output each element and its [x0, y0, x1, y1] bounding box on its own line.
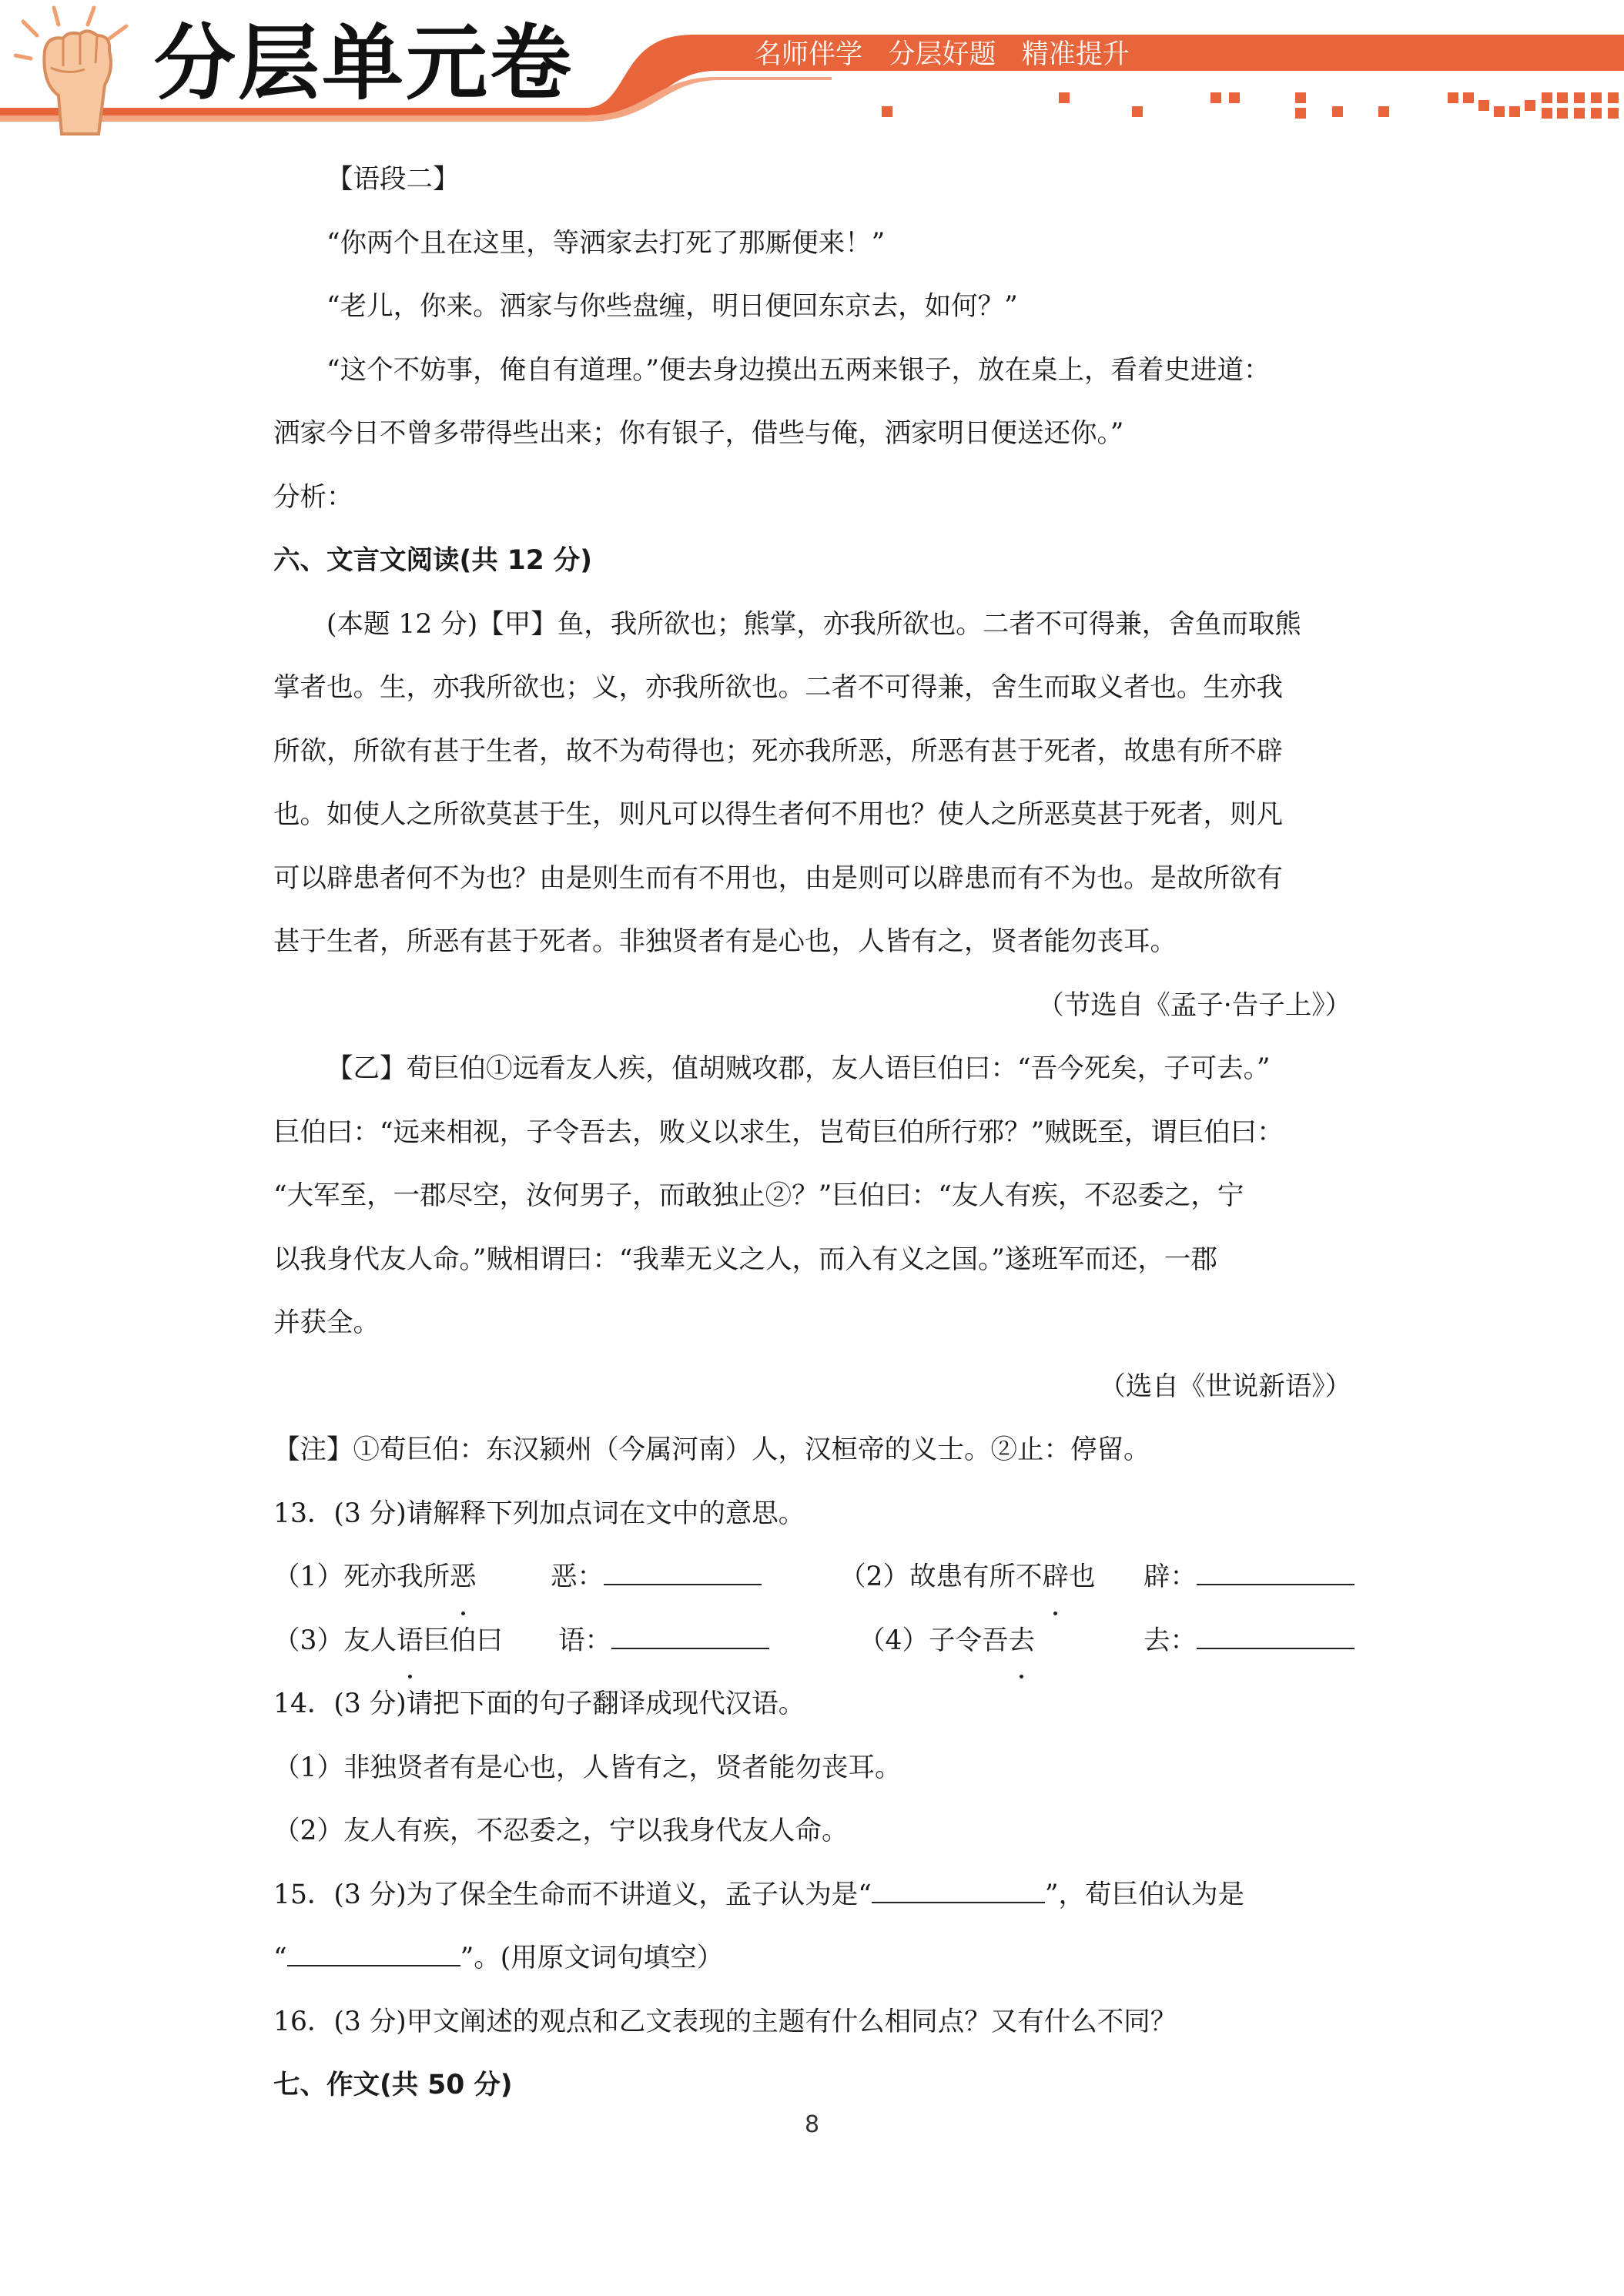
answer-blank[interactable] [604, 1556, 762, 1585]
question-16-stem: 16．(3 分)甲文阐述的观点和乙文表现的主题有什么相同点？又有什么不同？ [273, 2006, 1177, 2037]
page-content [273, 148, 1351, 2117]
analysis-label: 分析： [273, 481, 353, 513]
brand-slogan: 名师伴学 分层好题 精准提升 [755, 39, 1130, 70]
question-15-line: 15．(3 分)为了保全生命而不讲道义，孟子认为是“ ”，荀巨伯认为是 [273, 1863, 1351, 1927]
jia-line: (本题 12 分)【甲】鱼，我所欲也；熊掌，亦我所欲也。二者不可得兼，舍鱼而取熊 [326, 608, 1301, 640]
jia-line: 掌者也。生，亦我所欲也；义，亦我所欲也。二者不可得兼，舍生而取义者也。生亦我 [273, 672, 1283, 703]
answer-blank[interactable] [287, 1937, 460, 1966]
yi-line: 并获全。 [273, 1307, 380, 1338]
question-14-sentence: （1）非独贤者有是心也，人皆有之，贤者能勿丧耳。 [273, 1752, 902, 1783]
yi-line: 巨伯曰：“远来相视，子令吾去，败义以求生，岂荀巨伯所行邪？”贼既至，谓巨伯曰： [273, 1116, 1284, 1148]
question-13-row [273, 1545, 1351, 1609]
q13-key-2: 辟： [1143, 1545, 1354, 1609]
yi-line: “大军至，一郡尽空，汝何男子，而敢独止②？”巨伯曰：“友人有疾，不忍委之，宁 [273, 1180, 1244, 1211]
q13-item-4: （4）子令吾去 [859, 1609, 1035, 1673]
question-13-stem: 13．(3 分)请解释下列加点词在文中的意思。 [273, 1498, 805, 1529]
passage2-line: “这个不妨事，俺自有道理。”便去身边摸出五两来银子，放在桌上，看着史进道： [326, 354, 1271, 386]
section6-heading: 六、文言文阅读(共 12 分) [273, 545, 593, 576]
annotation-note: 【注】①荀巨伯：东汉颍州（今属河南）人，汉桓帝的义士。②止：停留。 [273, 1434, 1150, 1465]
passage2-line: “老儿，你来。洒家与你些盘缠，明日便回东京去，如何？” [326, 291, 1018, 322]
q13-key-1: 恶： [551, 1545, 762, 1609]
q13-item-2: （2）故患有所不辟也 [839, 1545, 1095, 1609]
answer-blank[interactable] [1197, 1620, 1354, 1649]
jia-line: 可以辟患者何不为也？由是则生而有不用也，由是则可以辟患而有不为也。是故所欲有 [273, 862, 1283, 894]
emphasis-dot: 恶 [450, 1545, 477, 1609]
q13-item-3: （3）友人语巨伯曰 [273, 1609, 503, 1673]
question-14-sentence: （2）友人有疾，不忍委之，宁以我身代友人命。 [273, 1816, 849, 1846]
section7-heading: 七、作文(共 50 分) [273, 2070, 513, 2100]
question-15-line: “ ”。(用原文词句填空） [273, 1926, 1351, 1990]
page-header [0, 0, 1624, 131]
emphasis-dot: 去 [1008, 1609, 1035, 1673]
question-13-row [273, 1609, 1351, 1673]
q13-key-4: 去： [1143, 1609, 1354, 1673]
yi-line: 以我身代友人命。”贼相谓曰：“我辈无义之人，而入有义之国。”遂班军而还，一郡 [273, 1243, 1217, 1275]
emphasis-dot: 辟 [1042, 1545, 1069, 1609]
passage2-line: “你两个且在这里，等洒家去打死了那厮便来！” [326, 227, 886, 259]
emphasis-dot: 语 [397, 1609, 424, 1673]
fist-icon [14, 5, 145, 136]
jia-line: 甚于生者，所恶有甚于死者。非独贤者有是心也，人皆有之，贤者能勿丧耳。 [273, 926, 1177, 957]
yi-line: 【乙】荀巨伯①远看友人疾，值胡贼攻郡，友人语巨伯曰：“吾今死矣，子可去。” [326, 1053, 1271, 1084]
passage2-line: 洒家今日不曾多带得些出来；你有银子，借些与俺，洒家明日便送还你。” [273, 418, 1124, 449]
q13-item-1: （1）死亦我所恶 [273, 1545, 476, 1609]
brand-title: 分层单元卷 [154, 16, 574, 111]
answer-blank[interactable] [872, 1874, 1045, 1903]
jia-line: 所欲，所欲有甚于生者，故不为苟得也；死亦我所恶，所恶有甚于死者，故患有所不辟 [273, 735, 1283, 767]
page-number: 8 [804, 2111, 820, 2138]
q13-key-3: 语： [558, 1609, 769, 1673]
answer-blank[interactable] [1197, 1556, 1354, 1585]
passage2-heading: 【语段二】 [326, 164, 460, 195]
yi-source: （选自《世说新语》） [1099, 1371, 1351, 1402]
answer-blank[interactable] [611, 1620, 769, 1649]
jia-source: （节选自《孟子·告子上》） [1037, 989, 1351, 1021]
question-14-stem: 14．(3 分)请把下面的句子翻译成现代汉语。 [273, 1689, 805, 1719]
jia-line: 也。如使人之所欲莫甚于生，则凡可以得生者何不用也？使人之所恶莫甚于死者，则凡 [273, 799, 1283, 830]
